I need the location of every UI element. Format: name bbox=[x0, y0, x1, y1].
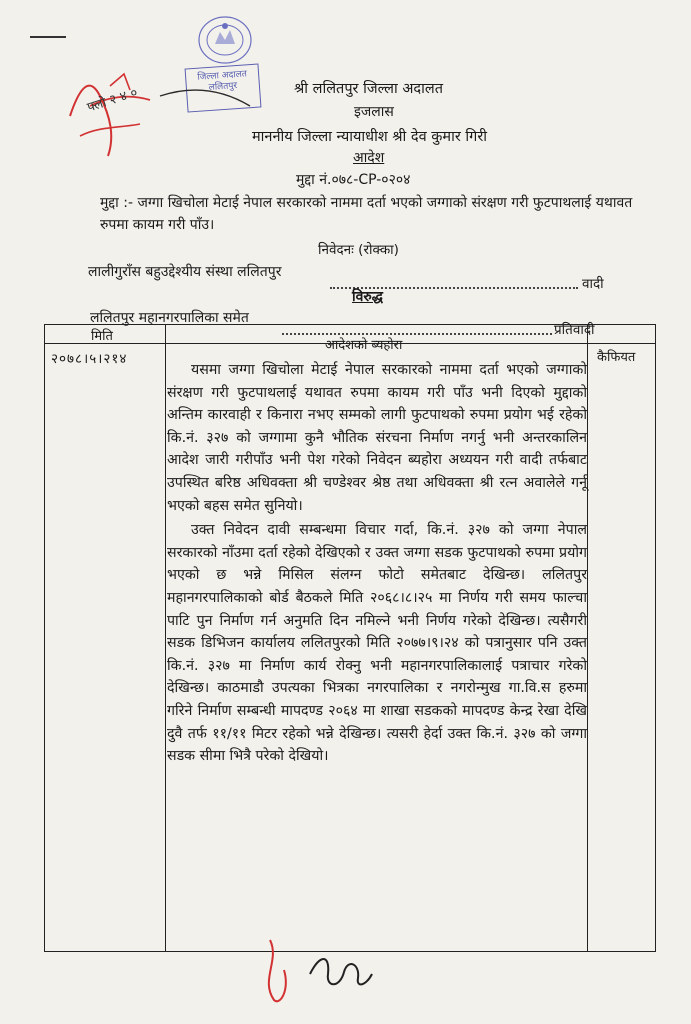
applicant-label: निवेदनः (रोक्का) bbox=[318, 242, 399, 258]
bench-label: इजलास bbox=[354, 104, 394, 120]
stamp-line-1: जिल्ला अदालत bbox=[197, 69, 248, 83]
plaintiff-role: वादी bbox=[582, 276, 604, 292]
column-divider bbox=[587, 325, 588, 951]
handwritten-annotation-icon bbox=[60, 66, 300, 176]
edge-mark bbox=[30, 36, 66, 38]
order-title: आदेश bbox=[353, 150, 385, 166]
order-paragraph-1: यसमा जग्गा खिचोला मेटाई नेपाल सरकारको नाममा दर्ता भएको जग्गाको संरक्षण गरी फुटपाथलाई यथावत रुपमा कायम गरी पाँउ भनी दिएको मुद्दाको अन्तिम कारवाही र किनारा नभए सम्मको लागी फुटपाथको रुपमा प्रयोग भई रहेको कि.नं. ३२७ को जग्गामा कुनै भौतिक संरचना निर्माण नगर्नु भनी अन्तरकालिन आदेश जारी गरीपाँउ भनी पेश गरेको निवेदन ब्यहोरा अध्ययन गरी वादी तर्फबाट उपस्थित बरिष्ठ अधिवक्ता श्री चण्डेश्वर श्रेष्ठ तथा अधिवक्ता श्री रत्न अवालेले गर्नू भएको बहस समेत सुनियो। bbox=[167, 362, 587, 514]
stamp-line-2: ललितपुर bbox=[208, 80, 238, 93]
versus-label: विरुद्ध bbox=[352, 289, 383, 305]
order-paragraph-2: उक्त निवेदन दावी सम्बन्धमा विचार गर्दा, कि.नं. ३२७ को जग्गा नेपाल सरकारको नाँउमा दर्ता रहेको देखिएको र उक्त जग्गा सडक फुटपाथको रुपमा प्रयोग भएको छ भन्ने मिसिल संलग्न फोटो समेतबाट देखिन्छ। ललितपुर महानगरपालिकाको बोर्ड बैठकले मिति २०६८।८।२५ मा निर्णय गरी समय फाल्चा पाटि पुन निर्माण गर्न अनुमति दिन नमिल्ने भनी निर्णय गरेको देखिन्छ। त्यसैगरी सडक डिभिजन कार्यालय ललितपुरको मिति २०७७।९।२४ को पत्रानुसार पनि उक्त कि.नं. ३२७ मा निर्माण कार्य रोक्नु भनी महानगरपालिकालाई पत्राचार गरेको देखिन्छ। काठमाडौ उपत्यका भित्रका नगरपालिका र नगरोन्मुख गा.वि.स हरुमा गरिने निर्माण सम्बन्धी मापदण्ड २०६४ मा शाखा सडकको मापदण्ड केन्द्र रेखा देखि दुवै तर्फ ११/११ मिटर रहेको भन्ने देखिन्छ। त्यसरी हेर्दा उक्त कि.नं. ३२७ को जग्गा सडक सीमा भित्रै परेको देखियो। bbox=[167, 522, 587, 765]
defendant-role: प्रतिवादी bbox=[554, 322, 595, 338]
case-subject: मुद्दा :- जग्गा खिचोला मेटाई नेपाल सरकारको नाममा दर्ता भएको जग्गाको संरक्षण गरी फुटपाथलाई यथावत रुपमा कायम गरी पाँउ। bbox=[100, 195, 633, 233]
column-divider bbox=[165, 325, 166, 951]
court-seal-icon bbox=[196, 14, 254, 66]
column-header-date: मिति bbox=[91, 329, 113, 344]
order-table bbox=[44, 324, 656, 952]
plaintiff-name: लालीगुराँस बहुउद्देश्यीय संस्था ललितपुर bbox=[88, 264, 282, 280]
order-date: २०७८।५।२१४ bbox=[51, 351, 128, 367]
case-number: मुद्दा नं.०७८-CP-०२०४ bbox=[296, 172, 411, 188]
judge-name: माननीय जिल्ला न्यायाधीश श्री देव कुमार गिरी bbox=[252, 129, 488, 145]
handwritten-note: फ्लो २ ४ ० bbox=[85, 85, 140, 116]
column-header-remarks: कैफियत bbox=[597, 350, 636, 365]
signature-icon bbox=[300, 944, 380, 994]
order-body bbox=[167, 359, 587, 768]
defendant-name: ललितपुर महानगरपालिका समेत bbox=[90, 310, 249, 326]
column-header-details: आदेशको ब्यहोरा bbox=[325, 338, 403, 353]
court-name: श्री ललितपुर जिल्ला अदालत bbox=[294, 81, 443, 97]
